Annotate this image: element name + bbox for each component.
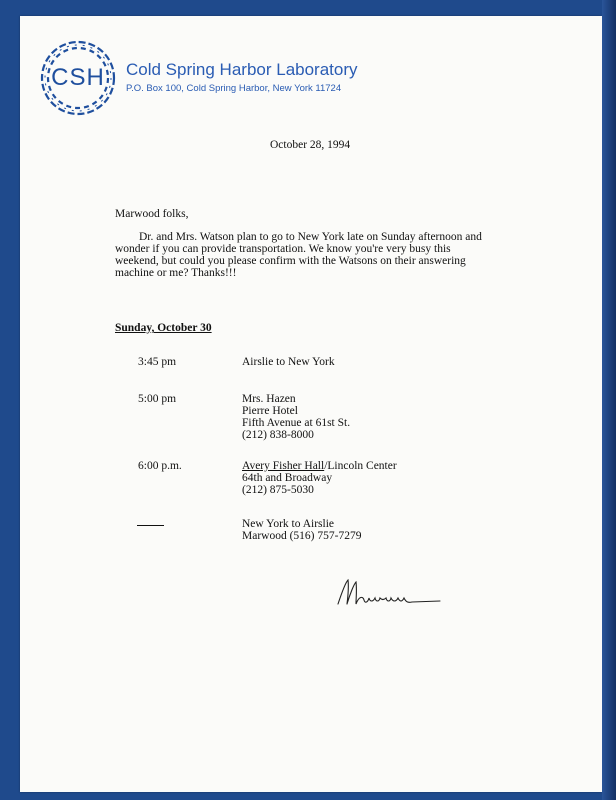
background-edge bbox=[602, 0, 616, 800]
salutation: Marwood folks, bbox=[115, 208, 189, 220]
body-line: wonder if you can provide transportation. We know you're very busy this bbox=[115, 243, 451, 255]
body-paragraph bbox=[115, 231, 525, 279]
time-blank-dash bbox=[137, 525, 164, 526]
schedule-event bbox=[242, 460, 397, 496]
event-line: 64th and Broadway bbox=[242, 472, 333, 484]
schedule-event bbox=[242, 356, 335, 368]
body-line: weekend, but could you please confirm with the Watsons on their answering bbox=[115, 255, 466, 267]
venue-rest: /Lincoln Center bbox=[324, 460, 397, 472]
event-line: Marwood (516) 757-7279 bbox=[242, 530, 362, 542]
organization-name: Cold Spring Harbor Laboratory bbox=[126, 60, 358, 79]
letter-date: October 28, 1994 bbox=[270, 139, 351, 151]
event-line: (212) 875-5030 bbox=[242, 484, 314, 496]
body-line: machine or me? Thanks!!! bbox=[115, 267, 237, 279]
handwritten-signature bbox=[332, 574, 444, 614]
venue-underlined: Avery Fisher Hall bbox=[242, 460, 325, 472]
event-venue-line bbox=[242, 460, 397, 472]
schedule-event bbox=[242, 518, 361, 542]
schedule-heading: Sunday, October 30 bbox=[115, 322, 212, 334]
schedule-time: 6:00 p.m. bbox=[138, 460, 182, 472]
event-line: Fifth Avenue at 61st St. bbox=[242, 417, 351, 429]
event-line: Airslie to New York bbox=[242, 356, 335, 368]
signature-drawing bbox=[332, 574, 444, 614]
schedule-time: 5:00 pm bbox=[138, 393, 177, 405]
csh-logo bbox=[38, 38, 118, 118]
schedule-time: 3:45 pm bbox=[138, 356, 177, 368]
event-line: Pierre Hotel bbox=[242, 405, 298, 417]
event-line: New York to Airslie bbox=[242, 518, 335, 530]
organization-address: P.O. Box 100, Cold Spring Harbor, New York 11724 bbox=[126, 83, 342, 94]
schedule-event bbox=[242, 393, 350, 441]
logo-text: CSH bbox=[51, 64, 105, 91]
body-line: Dr. and Mrs. Watson plan to go to New York late on Sunday afternoon and bbox=[139, 231, 482, 243]
event-line: Mrs. Hazen bbox=[242, 393, 296, 405]
event-line: (212) 838-8000 bbox=[242, 429, 314, 441]
